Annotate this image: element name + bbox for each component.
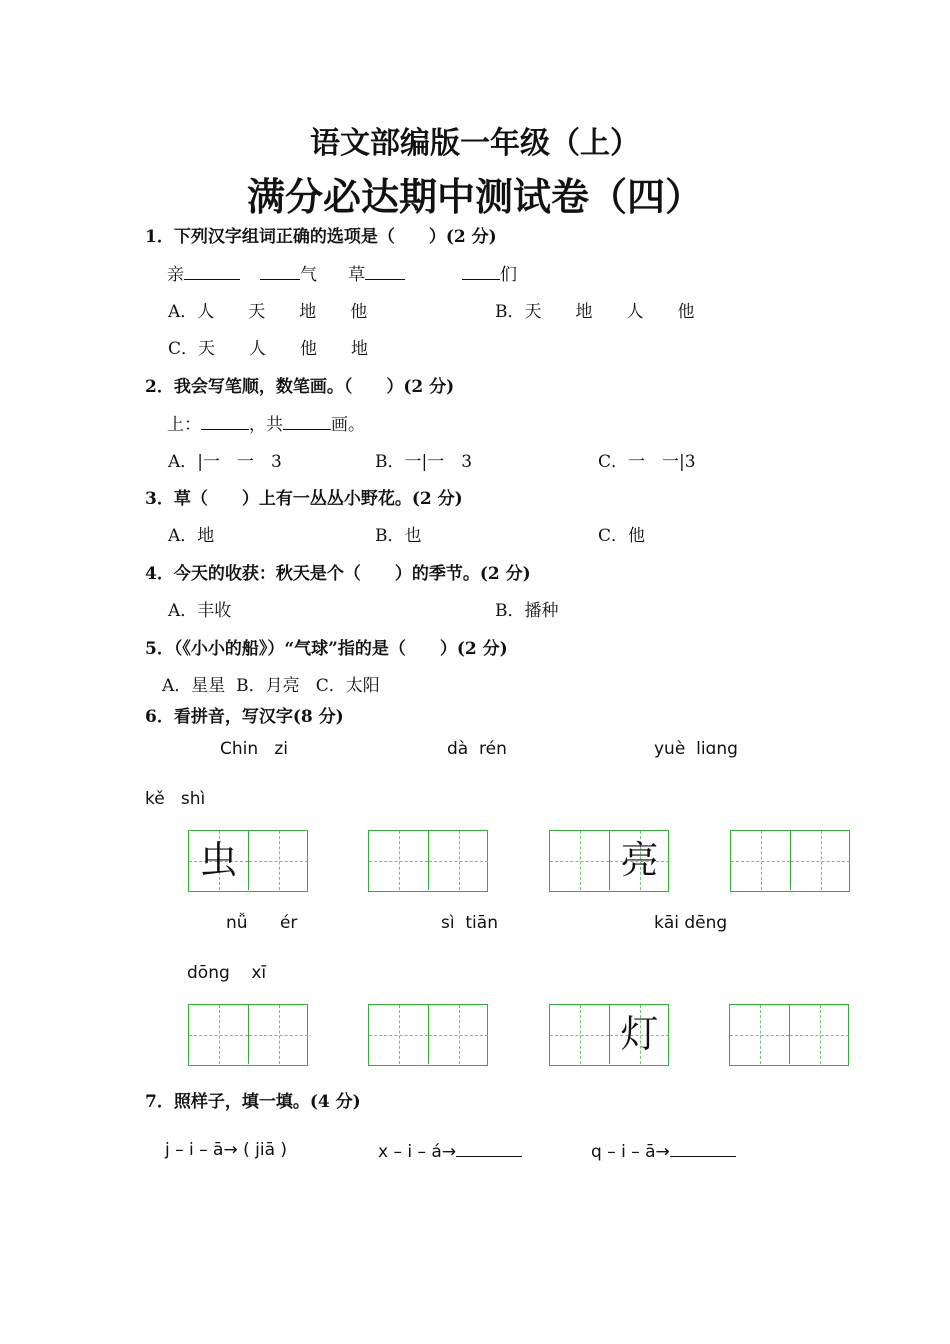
q7-item-1: x – i – á→	[378, 1140, 522, 1162]
q3-option-c: C．他	[598, 526, 646, 546]
q6-pinyin-1: Chin zi	[220, 739, 288, 759]
q6-pinyin-2: dà rén	[447, 739, 507, 759]
q1-word-3: 草	[348, 260, 405, 285]
writing-grid-6[interactable]	[368, 1004, 488, 1066]
q6-stem: 6．看拼音，写汉字(8 分)	[145, 707, 344, 727]
q6-pinyin-7: kāi dēng	[654, 913, 728, 933]
writing-grid-2[interactable]	[368, 830, 488, 892]
q1-word-1: 亲	[167, 260, 240, 285]
q4-option-a: A．丰收	[168, 601, 232, 621]
page-title: 满分必达期中测试卷（四）	[246, 174, 703, 219]
q1-option-a: A．人 天 地 他	[168, 302, 368, 322]
q7-example: j – i – ā→ ( jiā )	[165, 1140, 288, 1160]
q3-option-b: B．也	[375, 526, 422, 546]
writing-grid-1[interactable]	[188, 830, 308, 892]
q5-options: A．星星 B．月亮 C．太阳	[162, 676, 380, 696]
grid-char: 虫	[199, 838, 238, 882]
writing-grid-4[interactable]	[730, 830, 850, 892]
q3-stem: 3．草（ ）上有一丛丛小野花。(2 分)	[145, 489, 463, 509]
q1-word-2: 气	[260, 260, 317, 285]
writing-grid-7[interactable]	[549, 1004, 669, 1066]
grid-char: 亮	[620, 838, 659, 882]
q1-word-4: 们	[462, 260, 517, 285]
q1-stem: 1．下列汉字组词正确的选项是（ ）(2 分)	[145, 227, 497, 247]
q2-option-c: C．一 一|3	[598, 452, 696, 472]
q6-pinyin-5: nǚ ér	[226, 913, 298, 933]
q7-item-2: q – i – ā→	[591, 1140, 736, 1162]
q2-stem: 2．我会写笔顺，数笔画。（ ）(2 分)	[145, 377, 455, 397]
q4-stem: 4．今天的收获：秋天是个（ ）的季节。(2 分)	[145, 564, 531, 584]
writing-grid-8[interactable]	[729, 1004, 849, 1066]
q1-option-b: B．天 地 人 他	[495, 302, 695, 322]
q6-pinyin-3: yuè liɑng	[654, 739, 738, 759]
q7-answer-blank-1[interactable]	[456, 1140, 522, 1157]
q7-stem: 7．照样子，填一填。(4 分)	[145, 1092, 361, 1112]
q6-pinyin-8: dōng xī	[187, 963, 267, 983]
page-subtitle: 语文部编版一年级（上）	[310, 126, 640, 161]
q6-pinyin-4: kě shì	[145, 789, 206, 809]
q6-pinyin-6: sì tiān	[441, 913, 498, 933]
grid-char: 灯	[620, 1012, 659, 1056]
q1-option-c: C．天 人 他 地	[168, 339, 369, 359]
q2-option-a: A．|一 一 3	[168, 452, 282, 472]
writing-grid-3[interactable]	[549, 830, 669, 892]
q2-option-b: B．一|一 3	[375, 452, 473, 472]
q4-option-b: B．播种	[495, 601, 559, 621]
q5-stem: 5．（《小小的船》）“气球”指的是（ ）(2 分)	[145, 639, 508, 659]
q3-option-a: A．地	[168, 526, 215, 546]
q2-prompt: 上： ，共 画。	[167, 415, 365, 435]
writing-grid-5[interactable]	[188, 1004, 308, 1066]
q7-answer-blank-2[interactable]	[670, 1140, 736, 1157]
